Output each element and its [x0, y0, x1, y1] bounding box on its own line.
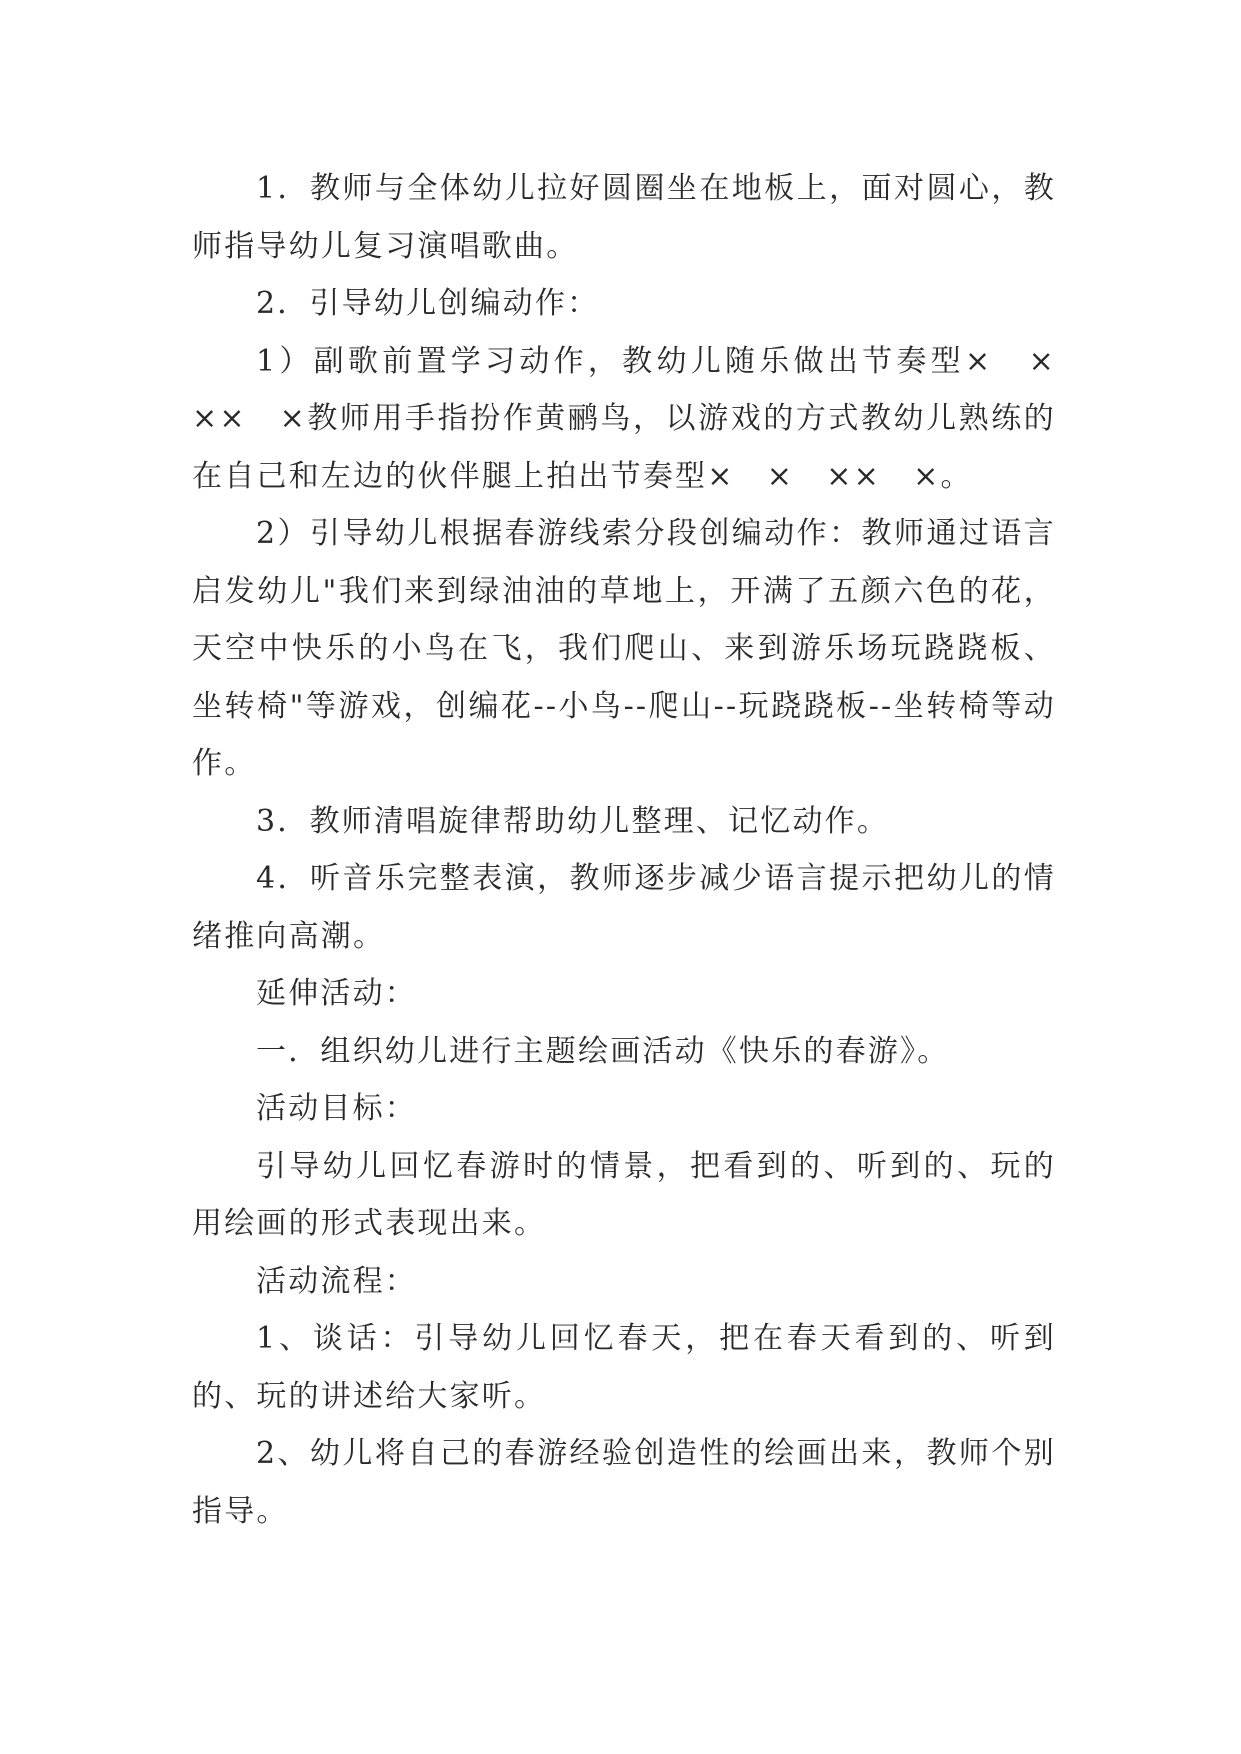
heading-activity-process: 活动流程： — [256, 1263, 417, 1299]
heading-extension-activity: 延伸活动： — [256, 976, 417, 1011]
paragraph-step-3: 3．教师清唱旋律帮助幼儿整理、记忆动作。 — [256, 803, 890, 839]
paragraph-process-2: 2、幼儿将自己的春游经验创造性的绘画出来，教师个别指导。 — [192, 1436, 1056, 1529]
document-body — [192, 160, 1089, 1540]
paragraph-extension-1: 一．组织幼儿进行主题绘画活动《快乐的春游》。 — [256, 1033, 950, 1069]
paragraph-step-2-2: 2）引导幼儿根据春游线索分段创编动作：教师通过语言启发幼儿"我们来到绿油油的草地上，开满了五颜六色的花，天空中快乐的小鸟在飞，我们爬山、来到游乐场玩跷跷板、坐转椅"等游戏，创编花--小鸟--爬山--玩跷跷板--坐转椅等动作。 — [192, 516, 1056, 781]
heading-activity-goal: 活动目标： — [256, 1091, 417, 1126]
paragraph-process-1: 1、谈话：引导幼儿回忆春天，把在春天看到的、听到的、玩的讲述给大家听。 — [192, 1321, 1056, 1414]
paragraph-step-4: 4．听音乐完整表演，教师逐步减少语言提示把幼儿的情绪推向高潮。 — [192, 861, 1056, 954]
paragraph-step-2-1: 1）副歌前置学习动作，教幼儿随乐做出节奏型× × ×× ×教师用手指扮作黄鹂鸟，以游戏的方式教幼儿熟练的在自己和左边的伙伴腿上拍出节奏型× × ×× ×。 — [192, 343, 1089, 494]
paragraph-step-2-heading: 2．引导幼儿创编动作： — [256, 286, 600, 321]
paragraph-step-1: 1．教师与全体幼儿拉好圆圈坐在地板上，面对圆心，教师指导幼儿复习演唱歌曲。 — [192, 171, 1056, 264]
paragraph-activity-goal: 引导幼儿回忆春游时的情景，把看到的、听到的、玩的用绘画的形式表现出来。 — [192, 1148, 1056, 1241]
